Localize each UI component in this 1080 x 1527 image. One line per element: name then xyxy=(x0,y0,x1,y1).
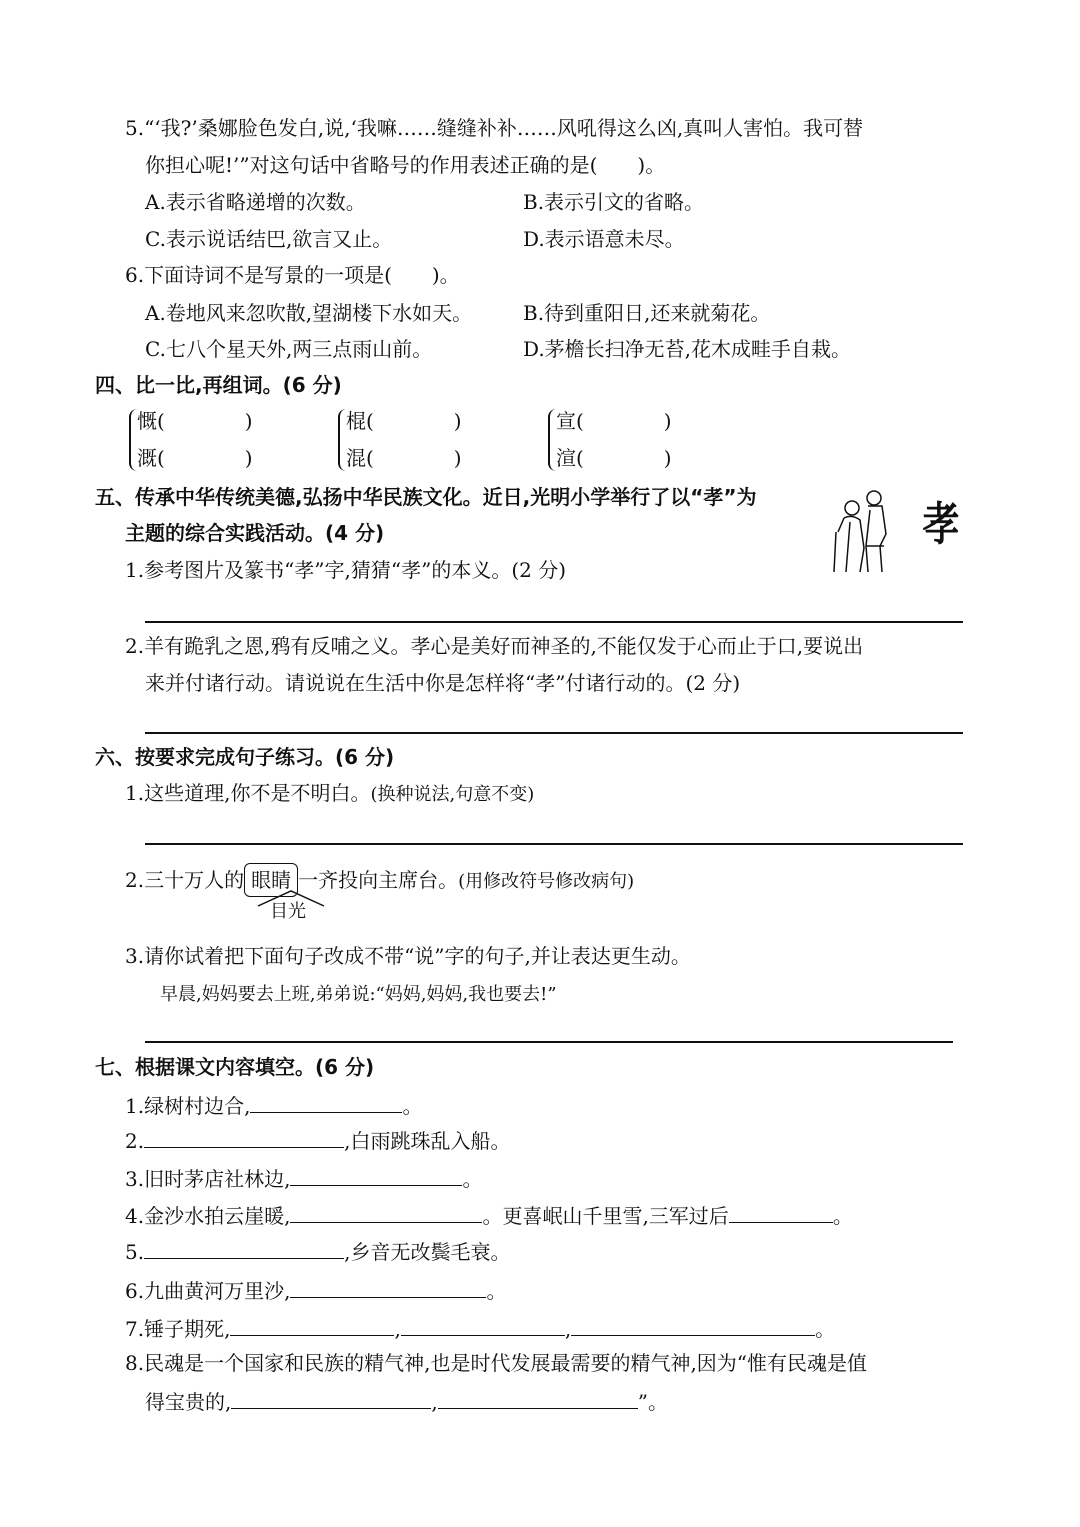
s7-item-5-text: ,乡音无改鬓毛衰。 xyxy=(344,1240,511,1264)
s7-item-5 xyxy=(125,1238,510,1266)
s7-item-8-end: ”。 xyxy=(637,1390,668,1414)
fill-blank[interactable] xyxy=(729,1202,833,1223)
s7-item-3-text: 3.旧时茅店社林边, xyxy=(125,1167,291,1191)
q5-option-d: D.表示语意未尽。 xyxy=(523,227,685,251)
s7-item-7-comma2: , xyxy=(564,1317,572,1341)
q6-stem: 6.下面诗词不是写景的一项是( )。 xyxy=(125,263,460,287)
s7-item-6-text: 6.九曲黄河万里沙, xyxy=(125,1279,291,1303)
s6-q1 xyxy=(125,779,534,809)
s7-item-4-end: 。 xyxy=(832,1204,853,1228)
s6-q1-note: (换种说法,句意不变) xyxy=(370,784,535,805)
s7-item-7-text: 7.锤子期死, xyxy=(125,1317,231,1341)
word-pair-2-a: 棍( ) xyxy=(346,409,462,433)
s6-q2-boxed-word: 眼睛 xyxy=(244,863,298,897)
word-pair-2-b: 混( ) xyxy=(346,446,462,470)
s7-item-8-line1: 8.民魂是一个国家和民族的精气神,也是时代发展最需要的精气神,因为“惟有民魂是值 xyxy=(125,1351,868,1375)
fill-blank[interactable] xyxy=(290,1165,462,1186)
q6-option-b: B.待到重阳日,还来就菊花。 xyxy=(523,301,771,325)
fill-blank[interactable] xyxy=(231,1388,431,1409)
word-pair-2 xyxy=(346,403,462,477)
s6-q3-sentence: 早晨,妈妈要去上班,弟弟说:“妈妈,妈妈,我也要去!” xyxy=(160,984,557,1005)
fill-blank[interactable] xyxy=(230,1315,394,1336)
answer-line[interactable] xyxy=(145,732,963,734)
s7-item-4-text2: 。更喜岷山千里雪,三军过后 xyxy=(482,1204,729,1228)
s7-item-8-comma: , xyxy=(431,1390,438,1414)
seal-script-xiao-character: 孝 xyxy=(922,497,960,551)
s6-q2 xyxy=(125,863,634,897)
section-7-title: 七、根据课文内容填空。(6 分) xyxy=(95,1055,375,1079)
s7-item-2-num: 2. xyxy=(125,1129,145,1153)
s5-q1: 1.参考图片及篆书“孝”字,猜猜“孝”的本义。(2 分) xyxy=(125,558,567,582)
s7-item-5-num: 5. xyxy=(125,1240,145,1264)
section-4-title: 四、比一比,再组词。(6 分) xyxy=(95,373,342,397)
s6-q3: 3.请你试着把下面句子改成不带“说”字的句子,并让表达更生动。 xyxy=(125,944,691,968)
s7-item-6 xyxy=(125,1277,506,1305)
s7-item-7 xyxy=(125,1315,835,1343)
fill-blank[interactable] xyxy=(571,1315,815,1336)
s7-item-7-comma1: , xyxy=(394,1317,401,1341)
q6-option-d: D.茅檐长扫净无苔,花木成畦手自栽。 xyxy=(523,337,852,361)
fill-blank[interactable] xyxy=(290,1277,486,1298)
s7-item-7-end: 。 xyxy=(815,1317,836,1341)
s6-q2-note: (用修改符号修改病句) xyxy=(458,871,635,892)
section-5-title-line1: 五、传承中华传统美德,弘扬中华民族文化。近日,光明小学举行了以“孝”为 xyxy=(95,485,757,509)
s7-item-3-end: 。 xyxy=(462,1167,483,1191)
fill-blank[interactable] xyxy=(250,1092,402,1113)
q6-option-c: C.七八个星天外,两三点雨山前。 xyxy=(145,337,433,361)
word-pair-1 xyxy=(137,403,253,477)
elderly-care-illustration xyxy=(830,488,910,574)
s7-item-2 xyxy=(125,1127,510,1155)
word-pair-1-b: 溉( ) xyxy=(137,446,253,470)
s6-q2-post: 一齐投向主席台。 xyxy=(298,868,459,892)
q6-option-a: A.卷地风来忽吹散,望湖楼下水如天。 xyxy=(145,301,473,325)
q5-option-b: B.表示引文的省略。 xyxy=(523,190,705,214)
s7-item-1 xyxy=(125,1092,422,1120)
s5-q2-line2: 来并付诸行动。请说说在生活中你是怎样将“孝”付诸行动的。(2 分) xyxy=(145,671,741,695)
s7-item-8-text: 得宝贵的, xyxy=(145,1390,232,1414)
section-5-title-line2: 主题的综合实践活动。(4 分) xyxy=(125,521,385,545)
s6-q2-pre: 2.三十万人的 xyxy=(125,868,245,892)
q5-option-a: A.表示省略递增的次数。 xyxy=(145,190,366,214)
s7-item-4 xyxy=(125,1202,853,1230)
answer-line[interactable] xyxy=(145,843,963,845)
word-pair-3 xyxy=(556,403,672,477)
q5-option-c: C.表示说话结巴,欲言又止。 xyxy=(145,227,393,251)
word-pair-1-a: 慨( ) xyxy=(137,409,253,433)
section-6-title: 六、按要求完成句子练习。(6 分) xyxy=(95,745,395,769)
s7-item-1-text: 1.绿树村边合, xyxy=(125,1094,251,1118)
answer-line[interactable] xyxy=(145,1041,953,1043)
answer-line[interactable] xyxy=(145,621,963,623)
s5-q2-line1: 2.羊有跪乳之恩,鸦有反哺之义。孝心是美好而神圣的,不能仅发于心而止于口,要说出 xyxy=(125,634,864,658)
s7-item-3 xyxy=(125,1165,482,1193)
fill-blank[interactable] xyxy=(290,1202,482,1223)
fill-blank[interactable] xyxy=(401,1315,565,1336)
word-pair-3-a: 宣( ) xyxy=(556,409,672,433)
s7-item-8-line2 xyxy=(145,1388,668,1416)
s7-item-6-end: 。 xyxy=(486,1279,507,1303)
q5-stem-line2: 你担心呢!’”对这句话中省略号的作用表述正确的是( )。 xyxy=(145,153,666,177)
fill-blank[interactable] xyxy=(438,1388,638,1409)
s7-item-4-text: 4.金沙水拍云崖暖, xyxy=(125,1204,291,1228)
q5-stem-line1: 5.“‘我?’桑娜脸色发白,说,‘我嘛……缝缝补补……风吼得这么凶,真叫人害怕。我可替 xyxy=(125,116,864,140)
s7-item-2-text: ,白雨跳珠乱入船。 xyxy=(344,1129,511,1153)
s6-q1-text: 1.这些道理,你不是不明白。 xyxy=(125,781,371,805)
s6-q2-correction: 目光 xyxy=(270,901,306,922)
s7-item-1-end: 。 xyxy=(402,1094,423,1118)
word-pair-3-b: 渲( ) xyxy=(556,446,672,470)
fill-blank[interactable] xyxy=(144,1238,344,1259)
fill-blank[interactable] xyxy=(144,1127,344,1148)
